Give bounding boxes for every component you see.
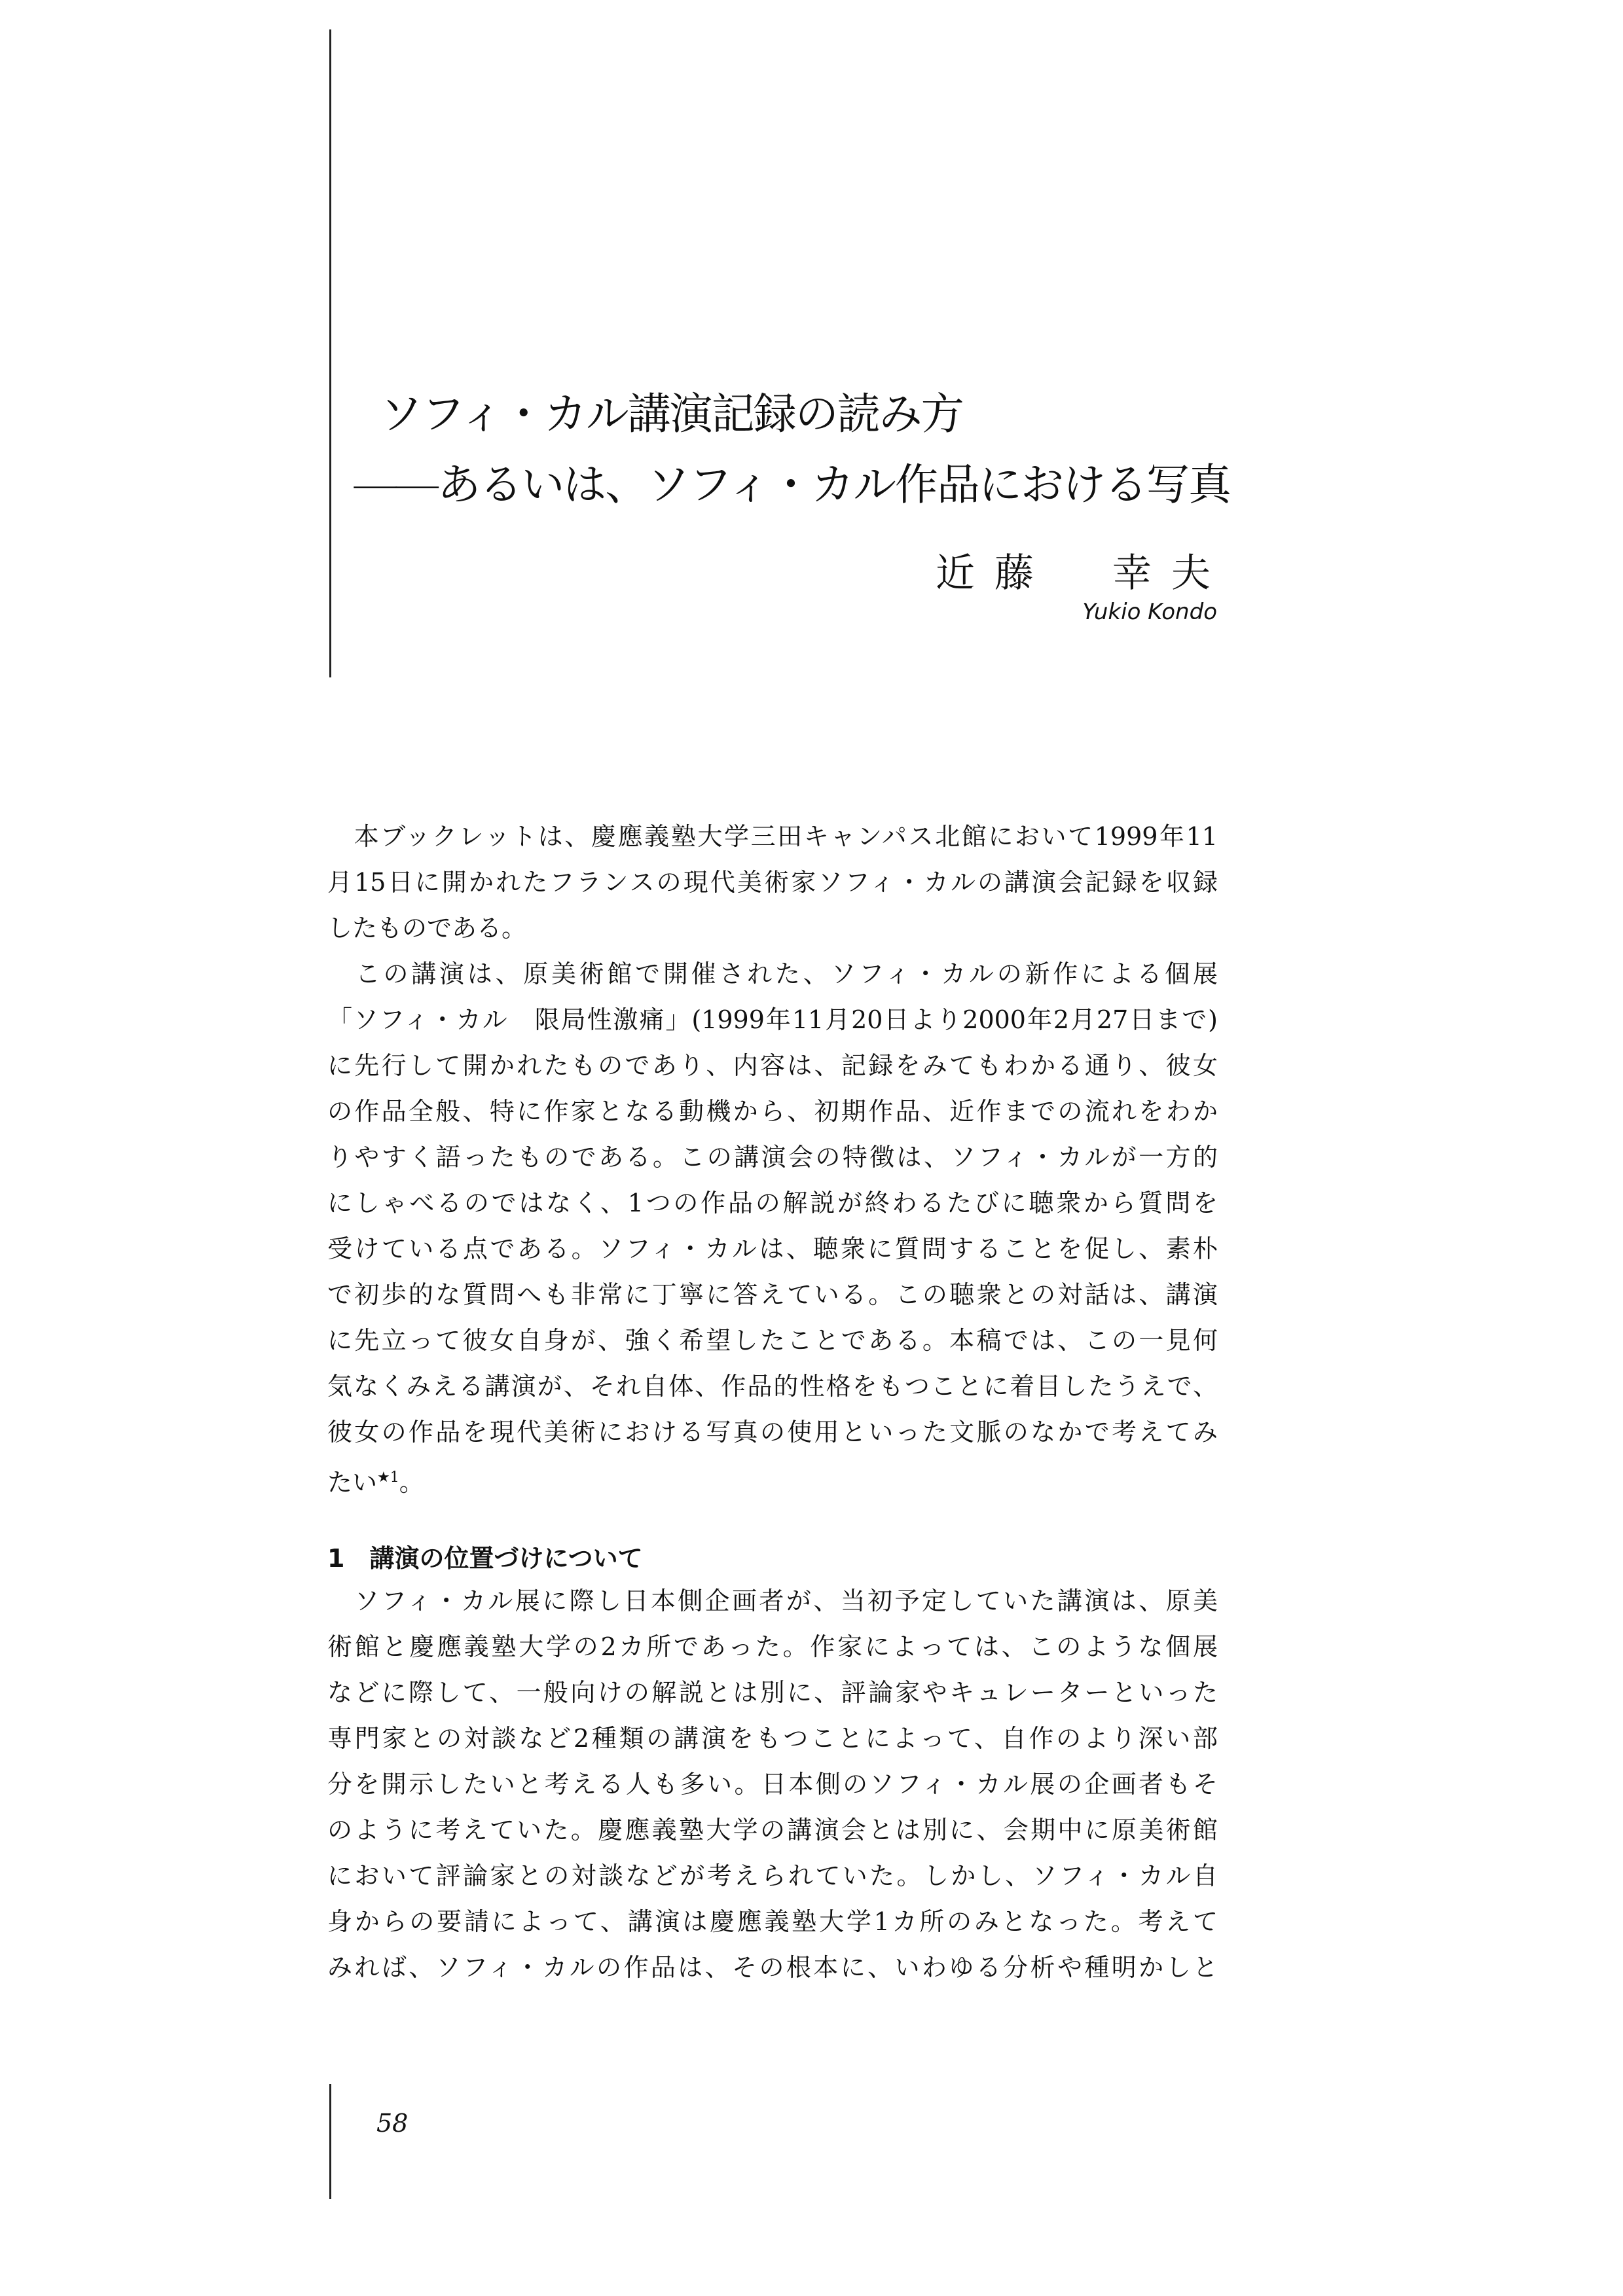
text-line [327,1280,1218,1310]
line-text: ソフィ・カル展に際し日本側企画者が、当初予定していた講演は、原美 [327,1587,1218,1615]
line-text: 身からの要請によって、講演は慶應義塾大学1カ所のみとなった。考えて [327,1907,1218,1936]
line-text: に先立って彼女自身が、強く希望したことである。本稿では、この一見何 [327,1326,1218,1355]
text-line [327,1815,1218,1845]
section-heading: 1 講演の位置づけについて [327,1544,643,1573]
line-text: に先行して開かれたものであり、内容は、記録をみてもわかる通り、彼女 [327,1051,1218,1080]
line-text: の作品全般、特に作家となる動機から、初期作品、近作までの流れをわか [327,1097,1218,1126]
footnote-marker[interactable]: ★1 [377,1469,399,1486]
line-text: で初歩的な質問へも非常に丁寧に答えている。この聴衆との対話は、講演 [327,1280,1218,1309]
line-text: 月15日に開かれたフランスの現代美術家ソフィ・カルの講演会記録を収録 [327,868,1218,897]
text-line [327,1096,1218,1126]
text-line [327,821,1218,852]
text-line [327,867,1218,897]
page-number: 58 [376,2109,409,2138]
author-name-ja: 近藤 幸夫 [936,550,1230,596]
line-text: りやすく語ったものである。この講演会の特徴は、ソフィ・カルが一方的 [327,1143,1218,1172]
line-text: などに際して、一般向けの解説とは別に、評論家やキュレーターといった [327,1678,1218,1707]
line-text: 術館と慶應義塾大学の2カ所であった。作家によっては、このような個展 [327,1632,1218,1661]
text-line [327,913,1218,943]
line-text: 気なくみえる講演が、それ自体、作品的性格をもつことに着目したうえで、 [327,1372,1218,1401]
line-text: 専門家との対談など2種類の講演をもつことによって、自作のより深い部 [327,1724,1218,1753]
line-text: にしゃべるのではなく、1つの作品の解説が終わるたびに聴衆から質問を [327,1189,1218,1217]
text-line [327,959,1218,989]
line-text: この講演は、原美術館で開催された、ソフィ・カルの新作による個展 [327,960,1218,988]
margin-rule-top [329,29,331,677]
line-text: みれば、ソフィ・カルの作品は、その根本に、いわゆる分析や種明かしと [327,1953,1218,1982]
text-line [327,1005,1218,1035]
line-text: 「ソフィ・カル 限局性激痛」(1999年11月20日より2000年2月27日まで) [327,1005,1218,1034]
text-line [327,1723,1218,1753]
margin-rule-bottom [329,2084,331,2199]
text-line [327,1586,1218,1616]
text-line [327,1769,1218,1799]
text-line [327,1677,1218,1708]
line-text: 受けている点である。ソフィ・カルは、聴衆に質問することを促し、素朴 [327,1234,1218,1263]
text-line [327,1234,1218,1264]
line-text: 本ブックレットは、慶應義塾大学三田キャンパス北館において1999年11 [327,822,1218,851]
article-subtitle: ――あるいは、ソフィ・カル作品における写真 [354,459,1230,510]
text-line [327,1952,1218,1982]
text-line [327,1463,1218,1497]
text-line [327,1142,1218,1172]
text-line [327,1325,1218,1355]
line-text: において評論家との対談などが考えられていた。しかし、ソフィ・カル自 [327,1861,1218,1890]
text-line [327,1861,1218,1891]
line-text: のように考えていた。慶應義塾大学の講演会とは別に、会期中に原美術館 [327,1816,1218,1844]
text-line [327,1417,1218,1447]
line-text: したものである。 [327,914,527,942]
article-title: ソフィ・カル講演記録の読み方 [380,389,963,439]
author-name-en: Yukio Kondo [1082,599,1217,625]
text-line [327,1371,1218,1401]
text-line [327,1632,1218,1662]
line-text: たい [327,1468,378,1497]
text-line [327,1050,1218,1081]
line-text: 分を開示したいと考える人も多い。日本側のソフィ・カル展の企画者もそ [327,1770,1218,1799]
line-text-tail: 。 [399,1468,424,1497]
text-line [327,1188,1218,1218]
text-line [327,1907,1218,1937]
line-text: 彼女の作品を現代美術における写真の使用といった文脈のなかで考えてみ [327,1418,1218,1446]
